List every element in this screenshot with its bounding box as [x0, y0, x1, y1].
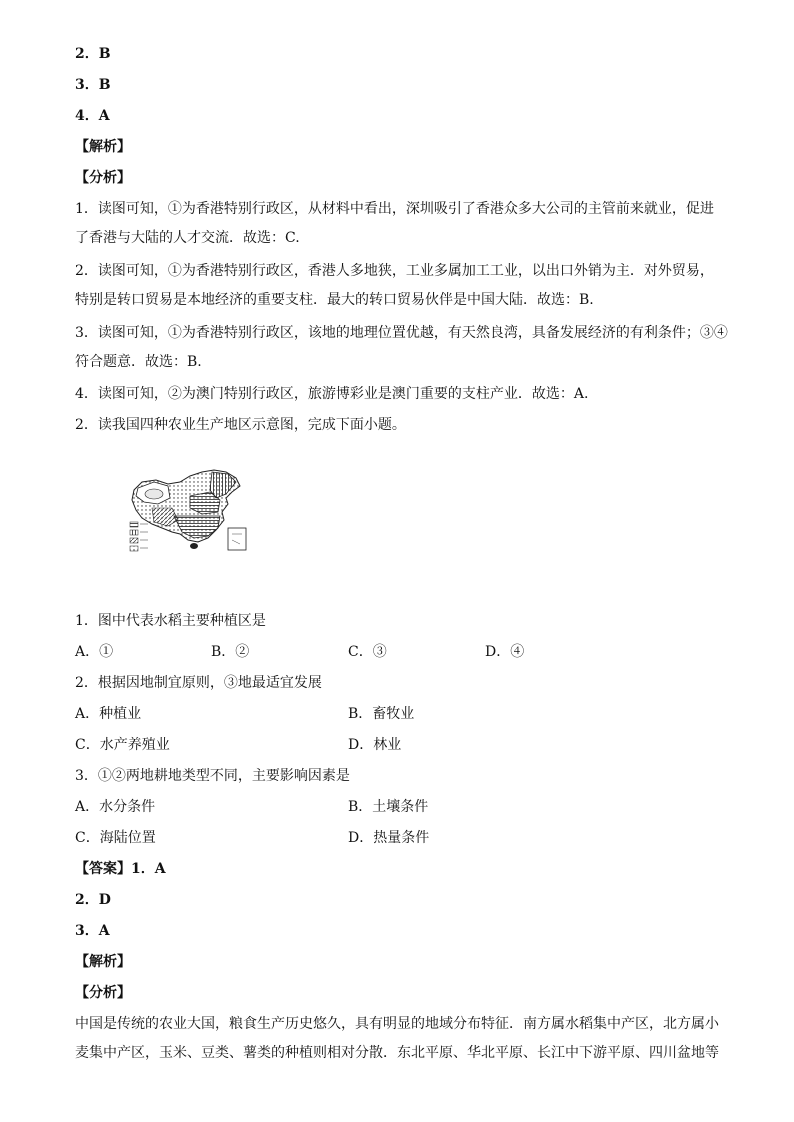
map-legend — [130, 522, 148, 551]
china-agriculture-map — [128, 468, 250, 552]
explanation-1-line-1: 1．读图可知，①为香港特别行政区，从材料中看出，深圳吸引了香港众多大公司的主管前来就业，促进 — [75, 201, 714, 217]
fenxi-heading: 【分析】 — [75, 170, 131, 186]
explanation-3-line-2: 符合题意．故选：B. — [75, 354, 202, 370]
question-3-stem: 3．①②两地耕地类型不同，主要影响因素是 — [75, 768, 350, 784]
q3-option-a: A．水分条件 — [75, 799, 156, 815]
explanation-2-line-1: 2．读图可知，①为香港特别行政区，香港人多地狭，工业多属加工工业，以出口外销为主．对外贸易， — [75, 263, 714, 279]
answer-2: 2．B — [75, 46, 111, 62]
q1-option-a: A．① — [75, 644, 114, 660]
answer-3: 3．B — [75, 77, 111, 93]
q1-option-d: D．④ — [485, 644, 525, 660]
q2-option-d: D．林业 — [348, 737, 402, 753]
answer-line-2: 2．D — [75, 892, 111, 908]
fenxi-heading-2: 【分析】 — [75, 985, 131, 1001]
q2-option-c: C．水产养殖业 — [75, 737, 170, 753]
q3-option-d: D．热量条件 — [348, 830, 430, 846]
q2-option-b: B．畜牧业 — [348, 706, 415, 722]
south-sea-inset — [228, 528, 246, 550]
q3-option-b: B．土壤条件 — [348, 799, 429, 815]
answer-4: 4．A — [75, 108, 110, 124]
q2-option-a: A．种植业 — [75, 706, 142, 722]
explanation-2-line-2: 特别是转口贸易是本地经济的重要支柱．最大的转口贸易伙伴是中国大陆．故选：B. — [75, 292, 594, 308]
summary-line-2: 麦集中产区，玉米、豆类、薯类的种植则相对分散．东北平原、华北平原、长江中下游平原、四川盆地等 — [75, 1045, 719, 1061]
explanation-1-line-2: 了香港与大陆的人才交流．故选：C. — [75, 230, 300, 246]
analysis-heading: 【解析】 — [75, 139, 131, 155]
question-1-stem: 1．图中代表水稻主要种植区是 — [75, 613, 266, 629]
island — [190, 543, 198, 549]
q1-option-c: C．③ — [348, 644, 387, 660]
summary-line-1: 中国是传统的农业大国，粮食生产历史悠久，具有明显的地域分布特征．南方属水稻集中产区，北方属小 — [75, 1016, 719, 1032]
answer-line-1: 【答案】1．A — [75, 861, 166, 877]
question-2-stem: 2．根据因地制宜原则，③地最适宜发展 — [75, 675, 322, 691]
q3-option-c: C．海陆位置 — [75, 830, 156, 846]
q1-option-b: B．② — [211, 644, 250, 660]
analysis-heading-2: 【解析】 — [75, 954, 131, 970]
answer-line-3: 3．A — [75, 923, 110, 939]
question-2-intro: 2．读我国四种农业生产地区示意图，完成下面小题。 — [75, 417, 406, 433]
explanation-4: 4．读图可知，②为澳门特别行政区，旅游博彩业是澳门重要的支柱产业．故选：A. — [75, 386, 589, 402]
desert-area — [145, 489, 163, 499]
explanation-3-line-1: 3．读图可知，①为香港特别行政区，该地的地理位置优越，有天然良湾，具备发展经济的有利条件；③④ — [75, 325, 728, 341]
